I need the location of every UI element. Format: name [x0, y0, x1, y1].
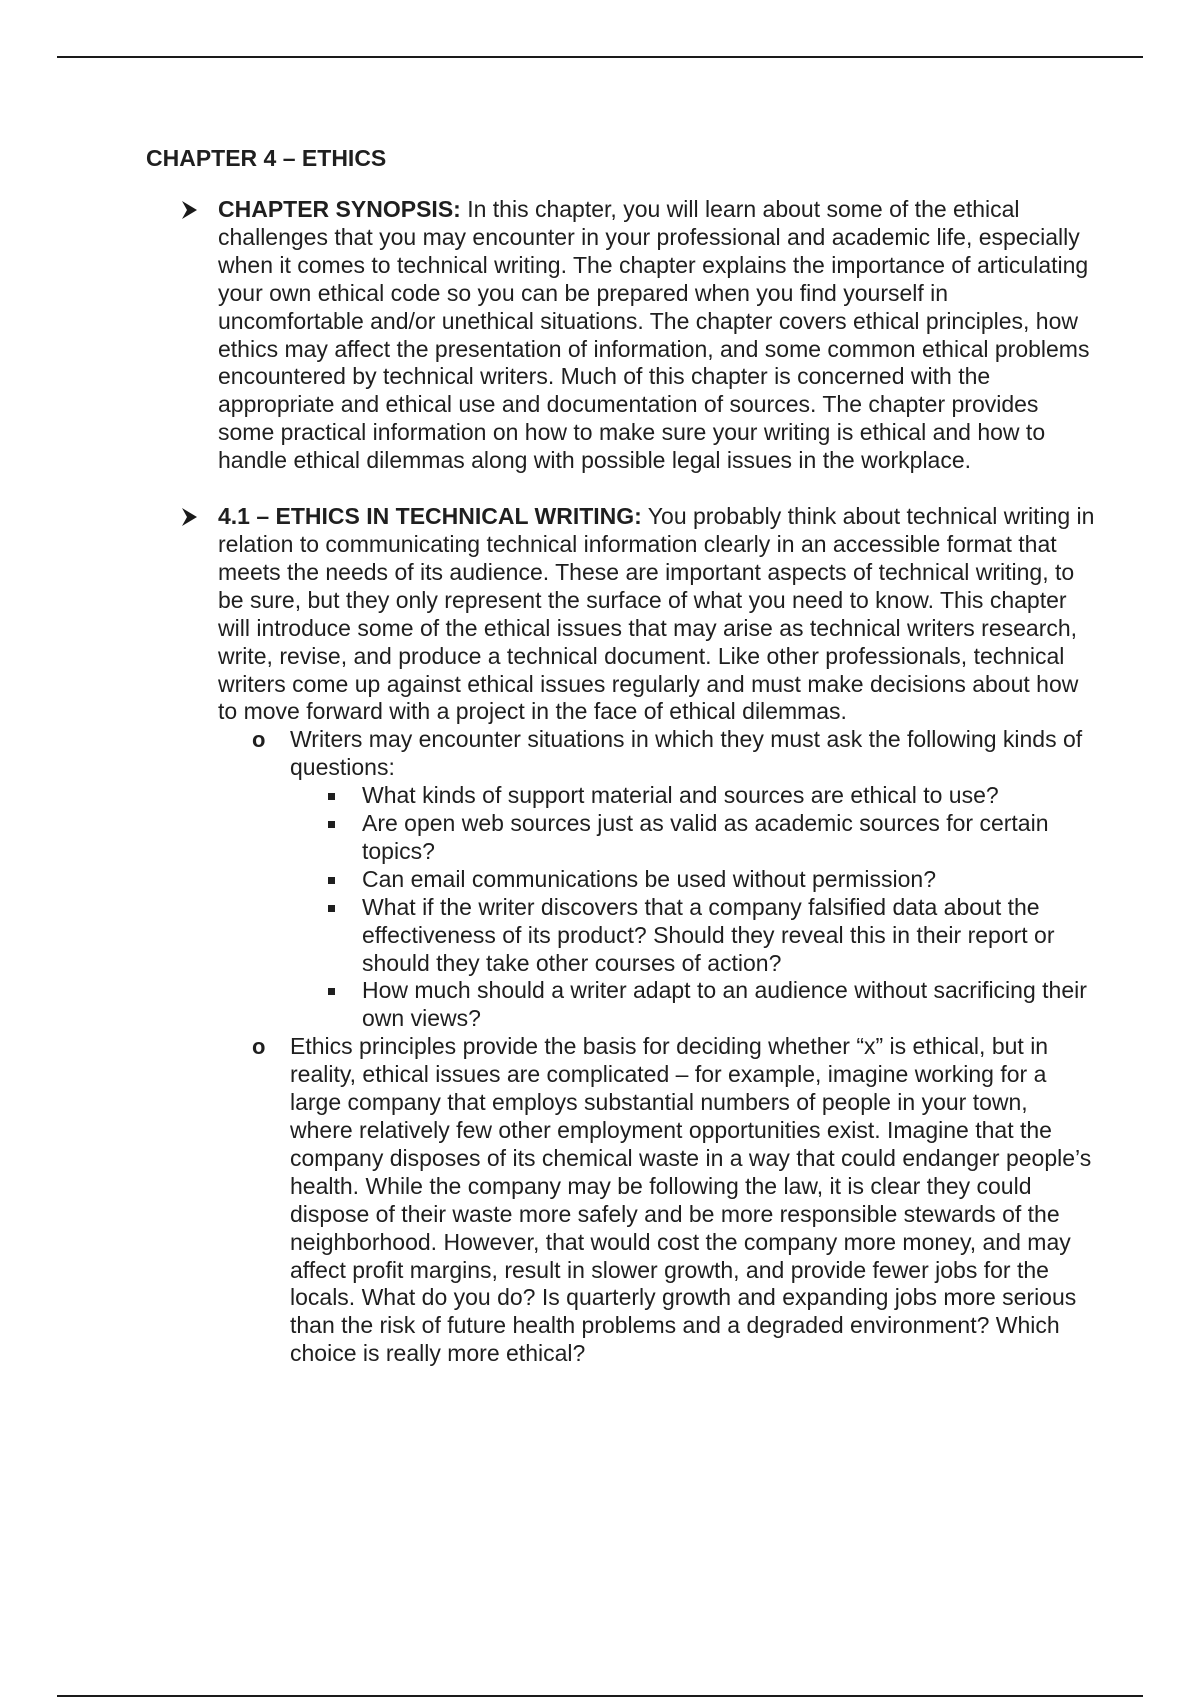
synopsis-heading: CHAPTER SYNOPSIS:	[218, 196, 461, 222]
section-4-1-heading: 4.1 – ETHICS IN TECHNICAL WRITING:	[218, 503, 642, 530]
sub-item-marker: o	[252, 1034, 266, 1060]
synopsis-body: In this chapter, you will learn about some of the ethical challenges that you may encounter in your professional and academic life, especially when it comes to technical writing. The chapter explains the importance of articulating your own ethical code so you can be prepared when you find yourself in uncomfortable and/or unethical situations. The chapter covers ethical principles, how ethics may affect the presentation of information, and some common ethical problems encountered by technical writers. Much of this chapter is concerned with the appropriate and ethical use and documentation of sources. The chapter provides some practical information on how to make sure your writing is ethical and how to handle ethical dilemmas along with possible legal issues in the workplace.	[218, 196, 1090, 474]
page-content	[146, 144, 1096, 1396]
square-bullet-icon	[328, 988, 335, 995]
section-4-1-body: You probably think about technical writing in relation to communicating technical information clearly in an accessible format that meets the needs of its audience. These are important aspects of technical writing, to be sure, but they only represent the surface of what you need to know. This chapter will introduce some of the ethical issues that may arise as technical writers research, write, revise, and produce a technical document. Like other professionals, technical writers come up against ethical issues regularly and must make decisions about how to move forward with a project in the face of ethical dilemmas.	[218, 503, 1095, 725]
list-item	[290, 894, 1096, 978]
list-item-text: How much should a writer adapt to an audience without sacrificing their own views?	[362, 977, 1087, 1032]
sub-item-marker: o	[252, 727, 266, 753]
list-item	[290, 866, 1096, 894]
chapter-title: CHAPTER 4 – ETHICS	[146, 145, 387, 171]
section-4-1	[146, 503, 1096, 1368]
list-item-text: What if the writer discovers that a company falsified data about the effectiveness of its product? Should they reveal this in their report or should they take other courses of action?	[362, 893, 1055, 976]
sub-item	[218, 726, 1096, 1033]
square-bullet-icon	[328, 821, 335, 828]
list-item-text: What kinds of support material and sources are ethical to use?	[362, 782, 999, 809]
footer-rule	[57, 1695, 1143, 1697]
list-item	[290, 810, 1096, 866]
synopsis-section	[146, 196, 1096, 475]
sub-item-text: Writers may encounter situations in which they must ask the following kinds of questions:	[290, 726, 1083, 781]
list-item	[290, 977, 1096, 1033]
list-item-text: Can email communications be used without permission?	[362, 865, 937, 892]
list-item-text: Are open web sources just as valid as academic sources for certain topics?	[362, 810, 1049, 864]
square-bullet-icon	[328, 905, 335, 912]
arrow-bullet-icon	[180, 503, 202, 531]
sub-item-text: Ethics principles provide the basis for deciding whether “x” is ethical, but in reality, ethical issues are complicated – for example, imagine working for a large company that employs substantial numbers of people in your town, where relatively few other employment opportunities exist. Imagine that the company disposes of its chemical waste in a way that could endanger people’s health. While the company may be following the law, it is clear they could dispose of their waste more safely and be more responsible stewards of the neighborhood. However, that would cost the company more money, and may affect profit margins, result in slower growth, and provide fewer jobs for the locals. What do you do? Is quarterly growth and expanding jobs more serious than the risk of future health problems and a degraded environment? Which choice is really more ethical?	[290, 1033, 1092, 1367]
list-item	[290, 782, 1096, 810]
sub-item	[218, 1033, 1096, 1368]
question-list	[290, 782, 1096, 1033]
header-rule	[57, 56, 1143, 58]
sub-list	[218, 726, 1096, 1368]
square-bullet-icon	[328, 877, 335, 884]
arrow-bullet-icon	[180, 196, 202, 224]
square-bullet-icon	[328, 793, 335, 800]
